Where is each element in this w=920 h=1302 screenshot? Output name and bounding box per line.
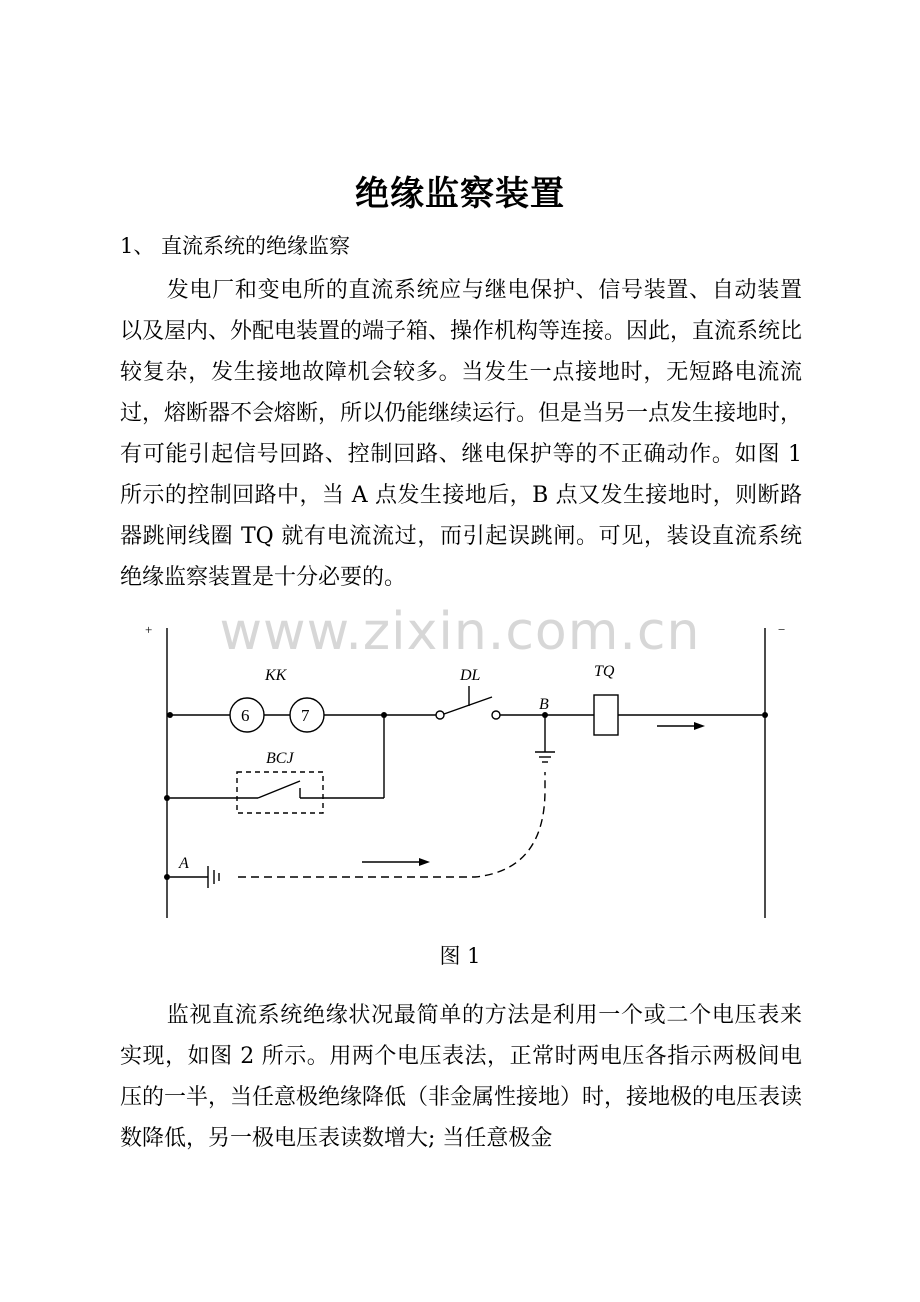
circuit-diagram [0, 618, 920, 928]
watermark: www.zixin.com.cn [219, 602, 701, 662]
node-dot [164, 795, 170, 801]
node-dot [167, 712, 173, 718]
label-a: A [179, 855, 189, 872]
node-dot [381, 712, 387, 718]
tq-trip-coil [594, 695, 618, 735]
document-title: 绝缘监察装置 [355, 174, 565, 214]
label-dl: DL [460, 667, 481, 684]
paragraph-2 [120, 995, 802, 1159]
paragraph-1 [120, 270, 802, 598]
current-arrow-bottom [419, 858, 430, 866]
node-dot [762, 712, 768, 718]
label-b: B [539, 696, 549, 713]
paragraph-2-text: 监视直流系统绝缘状况最简单的方法是利用一个或二个电压表来实现，如图 2 所示。用两个电压表法，正常时两电压各指示两极间电压的一半，当任意极绝缘降低（非金属性接地）时，接地极的电压表读数降低，另一极电压表读数增大; 当任意极金 [120, 1003, 803, 1151]
node-dot [164, 874, 170, 880]
current-arrow-top [694, 722, 705, 730]
label-tq: TQ [594, 663, 615, 680]
section-heading: 1、 直流系统的绝缘监察 [120, 234, 351, 258]
dl-contact-right [492, 711, 500, 719]
label-contact-7: 7 [301, 706, 310, 725]
label-bcj: BCJ [266, 750, 294, 767]
label-minus: − [778, 622, 786, 637]
label-kk: KK [265, 667, 287, 684]
figure-caption: 图 1 [439, 944, 481, 968]
label-plus: + [145, 622, 153, 637]
bcj-relay-box [237, 772, 323, 813]
dl-contact-left [436, 711, 444, 719]
label-contact-6: 6 [241, 706, 250, 725]
dl-switch-blade [444, 697, 492, 714]
bcj-switch-blade [258, 781, 300, 798]
paragraph-1-text: 发电厂和变电所的直流系统应与继电保护、信号装置、自动装置以及屋内、外配电装置的端子箱、操作机构等连接。因此，直流系统比较复杂，发生接地故障机会较多。当发生一点接地时，无短路电流流过，熔断器不会熔断，所以仍能继续运行。但是当另一点发生接地时，有可能引起信号回路、控制回路、继电保护等的不正确动作。如图 1 所示的控制回路中，当 A 点发生接地后，B 点又发生接地时，则断路器跳闸线圈 TQ 就有电流流过，而引起误跳闸。可见，装设直流系统绝缘监察装置是十分必要的。 [120, 278, 803, 590]
